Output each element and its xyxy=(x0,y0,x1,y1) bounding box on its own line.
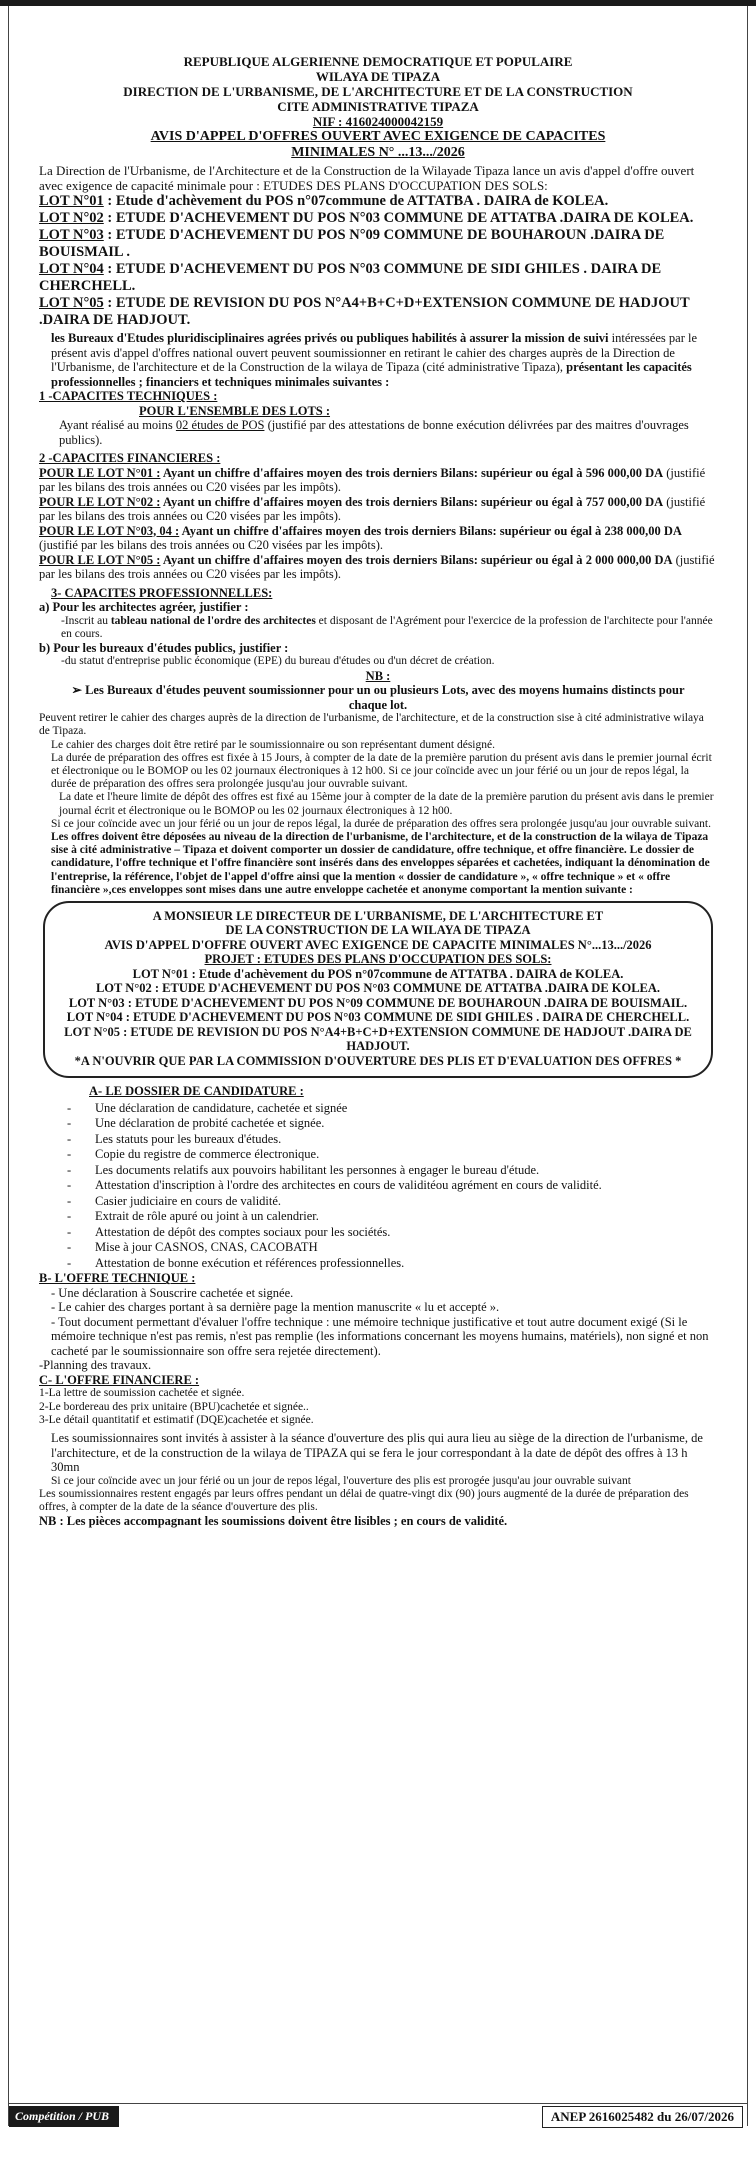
list-item: - Copie du registre de commerce électronique. xyxy=(67,1147,717,1163)
closing-prorogation: Si ce jour coïncide avec un jour férié ou un jour de repos légal, l'ouverture des plis est prorogée jusqu'au jour ouvrable suivant xyxy=(51,1474,631,1487)
capacites-professionnelles xyxy=(39,586,717,669)
header-nif: NIF : 416024000042159 xyxy=(312,114,444,129)
closing-validite: Les soumissionnaires restent engagés par leurs offres pendant un délai de quatre-vingt dix (90) jours augmenté de la durée de préparation des offres, à compter de la date de la séance d'ouverture des plis. xyxy=(39,1487,689,1513)
closing-paragraphs xyxy=(39,1431,717,1529)
header-line-4: CITE ADMINISTRATIVE TIPAZA xyxy=(277,99,479,114)
nb-text: ➢ Les Bureaux d'études peuvent soumissionner pour un ou plusieurs Lots, avec des moyens humains distincts pour chaque lot. xyxy=(71,683,685,712)
section-c xyxy=(39,1373,717,1427)
closing-nb: NB : Les pièces accompagnant les soumissions doivent être lisibles ; en cours de validité. xyxy=(39,1514,508,1529)
list-item: - Les documents relatifs aux pouvoirs habilitant les personnes à engager le bureau d'étude. xyxy=(67,1163,717,1179)
list-item: - Attestation de dépôt des comptes sociaux pour les sociétés. xyxy=(67,1225,717,1241)
box-line-3: AVIS D'APPEL D'OFFRE OUVERT AVEC EXIGENCE DE CAPACITE MINIMALES N°...13.../2026 xyxy=(104,937,652,952)
para-retrait: Peuvent retirer le cahier des charges auprès de la direction de l'urbanisme, de l'architecture, et de la construction sise à cité administrative wilaya de Tipaza. xyxy=(39,712,704,738)
box-note: *A N'OUVRIR QUE PAR LA COMMISSION D'OUVERTURE DES PLIS ET D'EVALUATION DES OFFRES * xyxy=(74,1053,682,1068)
lot-03: LOT N°03 : ETUDE D'ACHEVEMENT DU POS N°09 COMMUNE DE BOUHAROUN .DAIRA DE BOUISMAIL . xyxy=(39,227,665,260)
title-line-1: AVIS D'APPEL D'OFFRES OUVERT AVEC EXIGENCE DE CAPACITES xyxy=(150,129,606,144)
list-item: - Attestation de bonne exécution et références professionnelles. xyxy=(67,1256,717,1272)
envelope-mention-box xyxy=(43,901,713,1079)
lot-02: LOT N°02 : ETUDE D'ACHEVEMENT DU POS N°03 COMMUNE DE ATTATBA .DAIRA DE KOLEA. xyxy=(39,210,694,226)
cap-fin-heading: 2 -CAPACITES FINANCIERES : xyxy=(39,451,221,465)
box-lot-04: LOT N°04 : ETUDE D'ACHEVEMENT DU POS N°03 COMMUNE DE SIDI GHILES . DAIRA DE CHERCHELL. xyxy=(66,1010,690,1025)
cap-pro-a-label: a) Pour les architectes agréer, justifier : xyxy=(39,600,249,614)
section-c-item-3: 3-Le détail quantitatif et estimatif (DQE)cachetée et signée. xyxy=(39,1413,314,1426)
list-item: - Mise à jour CASNOS, CNAS, CACOBATH xyxy=(67,1240,717,1256)
box-line-4: PROJET : ETUDES DES PLANS D'OCCUPATION DES SOLS: xyxy=(204,952,552,967)
para-date-limite: La date et l'heure limite de dépôt des offres est fixé au 15ème jour à compter de la date de la première parution du présent avis dans le premier journal écrit et électronique ou le BOMOP ou les 02 journaux électroniques à 12 h00. xyxy=(59,791,714,817)
title-line-2: MINIMALES N° ...13.../2026 xyxy=(291,145,465,160)
nb-block xyxy=(39,669,717,713)
conditions-paragraphs xyxy=(39,712,717,831)
box-lot-01: LOT N°01 : Etude d'achèvement du POS n°07commune de ATTATBA . DAIRA de KOLEA. xyxy=(132,966,624,981)
box-line-2: DE LA CONSTRUCTION DE LA WILAYA DE TIPAZA xyxy=(225,923,531,938)
bureaux-paragraph: les Bureaux d'Etudes pluridisciplinaires agrées privés ou publiques habilités à assurer la mission de suivi intéressées par le présent avis d'appel d'offres national ouvert peuvent soumissionner en retirant le cahier des charges auprès de la Direction de l'Urbanisme, de l'architecture et de la Construction de la wilaya de Tipaza (cité administrative Tipaza), présentant les capacités professionnelles ; financiers et techniques minimales suivantes : xyxy=(51,331,698,389)
closing-seance: Les soumissionnaires sont invités à assister à la séance d'ouverture des plis qui aura lieu au siège de la direction de l'urbanisme, de l'architecture, et de la construction de la wilaya de TIPAZA qui se fera le jour correspondant à la date de dépôt des offres à 13 h 30mn xyxy=(51,1431,703,1475)
nb-label: NB : xyxy=(365,668,391,683)
section-b-line-3: - Tout document permettant d'évaluer l'offre technique : une mémoire technique justificative et tout autre document exigé (Si le mémoire technique n'est pas remis, n'est pas remplie (les informations concernant les moyens humains, matériels), non signé et non cacheté par le soumissionnaire son offre sera rejetée directement). xyxy=(51,1314,709,1358)
lots-list xyxy=(39,193,717,329)
capacites-financieres xyxy=(39,451,717,582)
intro-paragraph: La Direction de l'Urbanisme, de l'Architecture et de la Construction de la Wilayade Tipaza lance un avis d'appel d'offre ouvert avec exigence de capacité minimale pour : ETUDES DES PLANS D'OCCUPATION DES SOLS: xyxy=(39,163,695,193)
notice-title xyxy=(39,129,717,161)
lot-04: LOT N°04 : ETUDE D'ACHEVEMENT DU POS N°03 COMMUNE DE SIDI GHILES . DAIRA DE CHERCHELL. xyxy=(39,261,662,294)
para-prorogation: Si ce jour coïncide avec un jour férié ou un jour de repos légal, la durée de préparation des offres sera prolongée jusqu'au jour ouvrable suivant. xyxy=(51,817,712,830)
header xyxy=(39,54,717,129)
section-b-line-4: -Planning des travaux. xyxy=(39,1358,152,1373)
section-b-line-1: - Une déclaration à Souscrire cachetée et signée. xyxy=(51,1285,294,1300)
section-c-item-1: 1-La lettre de soumission cachetée et signée. xyxy=(39,1387,245,1400)
cap-tech-sub: POUR L'ENSEMBLE DES LOTS : xyxy=(139,403,331,418)
cap-pro-heading: 3- CAPACITES PROFESSIONNELLES: xyxy=(51,585,273,600)
footer xyxy=(9,2103,747,2126)
section-a xyxy=(39,1084,717,1271)
list-item: - Les statuts pour les bureaux d'études. xyxy=(67,1132,717,1148)
list-item: - Casier judiciaire en cours de validité. xyxy=(67,1194,717,1210)
box-lot-05: LOT N°05 : ETUDE DE REVISION DU POS N°A4+B+C+D+EXTENSION COMMUNE DE HADJOUT .DAIRA DE HADJOUT. xyxy=(64,1024,692,1054)
cap-fin-lot-01: POUR LE LOT N°01 : Ayant un chiffre d'affaires moyen des trois derniers Bilans: supérieur ou égal à 596 000,00 DA (justifié par les bilans des trois années ou C20 visées par les impôts). xyxy=(39,465,706,494)
cap-fin-lot-03-04: POUR LE LOT N°03, 04 : Ayant un chiffre d'affaires moyen des trois derniers Bilans: supérieur ou égal à 238 000,00 DA (justifié par les bilans des trois années ou C20 visées par les impôts). xyxy=(39,523,682,552)
box-lot-03: LOT N°03 : ETUDE D'ACHEVEMENT DU POS N°09 COMMUNE DE BOUHAROUN .DAIRA DE BOUISMAIL. xyxy=(68,995,688,1010)
cap-tech-text: Ayant réalisé au moins 02 études de POS (justifié par des attestations de bonne exécution délivrées par des maitres d'ouvrages publics). xyxy=(59,418,689,447)
cap-pro-b-text: -du statut d'entreprise public économique (EPE) du bureau d'études ou d'un décret de création. xyxy=(61,655,495,668)
section-b xyxy=(39,1271,717,1373)
footer-anep-reference: ANEP 2616025482 du 26/07/2026 xyxy=(542,2106,743,2128)
box-lot-02: LOT N°02 : ETUDE D'ACHEVEMENT DU POS N°03 COMMUNE DE ATTATBA .DAIRA DE KOLEA. xyxy=(95,981,661,996)
para-cahier: Le cahier des charges doit être retiré par le soumissionnaire ou son représentant dument désigné. xyxy=(51,738,495,751)
cap-tech-heading: 1 -CAPACITES TECHNIQUES : xyxy=(39,389,218,403)
cap-pro-b-label: b) Pour les bureaux d'études publics, justifier : xyxy=(39,640,289,655)
section-b-heading: B- L'OFFRE TECHNIQUE : xyxy=(39,1271,196,1286)
cap-pro-a-text: -Inscrit au tableau national de l'ordre des architectes et disposant de l'Agrément pour l'exercice de la profession de l'architecte pour l'année en cours. xyxy=(61,614,713,640)
lot-05: LOT N°05 : ETUDE DE REVISION DU POS N°A4+B+C+D+EXTENSION COMMUNE DE HADJOUT .DAIRA DE HADJOUT. xyxy=(39,295,690,328)
list-item: - Une déclaration de probité cachetée et signée. xyxy=(67,1116,717,1132)
box-line-1: A MONSIEUR LE DIRECTEUR DE L'URBANISME, DE L'ARCHITECTURE ET xyxy=(152,908,604,923)
lot-01: LOT N°01 : Etude d'achèvement du POS n°07commune de ATTATBA . DAIRA de KOLEA. xyxy=(39,193,609,209)
header-line-3: DIRECTION DE L'URBANISME, DE L'ARCHITECTURE ET DE LA CONSTRUCTION xyxy=(123,84,633,99)
cap-fin-lot-02: POUR LE LOT N°02 : Ayant un chiffre d'affaires moyen des trois derniers Bilans: supérieur ou égal à 757 000,00 DA (justifié par les bilans des trois années ou C20 visées par les impôts). xyxy=(39,494,706,523)
footer-category: Compétition / PUB xyxy=(9,2106,119,2127)
header-line-1: REPUBLIQUE ALGERIENNE DEMOCRATIQUE ET POPULAIRE xyxy=(183,54,573,69)
notice-page xyxy=(8,6,748,2126)
capacites-techniques xyxy=(39,389,717,447)
para-duree: La durée de préparation des offres est fixée à 15 Jours, à compter de la date de la première parution du présent avis dans le premier journal écrit et électronique ou le BOMOP ou les 02 journaux électroniques à 12 h00. Si ce jour coïncide avec un jour férié ou un jour de repos légal, la durée de préparation des offres sera prolongée jusqu'au jour ouvrable suivant. xyxy=(51,751,712,791)
dossier-paragraph: Les offres doivent être déposées au niveau de la direction de l'urbanisme, de l'architecture, et de la construction de la wilaya de Tipaza sise à cité administrative – Tipaza et doivent comporter un dossier de candidature, offre technique, et offre financière. Le dossier de candidature, l'offre technique et l'offre financière sont insérés dans des enveloppes séparées et cachetées, indiquant la dénomination de l'entreprise, la référence, l'objet de l'appel d'offre ainsi que la mention « dossier de candidature », « offre technique » et « offre financière »,ces enveloppes sont mises dans une autre enveloppe cachetée et anonyme comportant la mention suivante : xyxy=(51,830,710,896)
section-a-heading: A- LE DOSSIER DE CANDIDATURE : xyxy=(89,1084,304,1099)
cap-fin-lot-05: POUR LE LOT N°05 : Ayant un chiffre d'affaires moyen des trois derniers Bilans: supérieur ou égal à 2 000 000,00 DA (justifié par les bilans des trois années ou C20 visées par les impôts). xyxy=(39,552,715,581)
section-b-line-2: - Le cahier des charges portant à sa dernière page la mention manuscrite « lu et accepté ». xyxy=(51,1300,500,1315)
section-c-item-2: 2-Le bordereau des prix unitaire (BPU)cachetée et signée.. xyxy=(39,1400,309,1413)
section-a-list xyxy=(39,1101,717,1272)
list-item: - Attestation d'inscription à l'ordre des architectes en cours de validitéou agrément en cours de validité. xyxy=(67,1178,717,1194)
list-item: - Une déclaration de candidature, cachetée et signée xyxy=(67,1101,717,1117)
section-c-heading: C- L'OFFRE FINANCIERE : xyxy=(39,1372,200,1387)
list-item: - Extrait de rôle apuré ou joint à un calendrier. xyxy=(67,1209,717,1225)
header-line-2: WILAYA DE TIPAZA xyxy=(315,69,441,84)
